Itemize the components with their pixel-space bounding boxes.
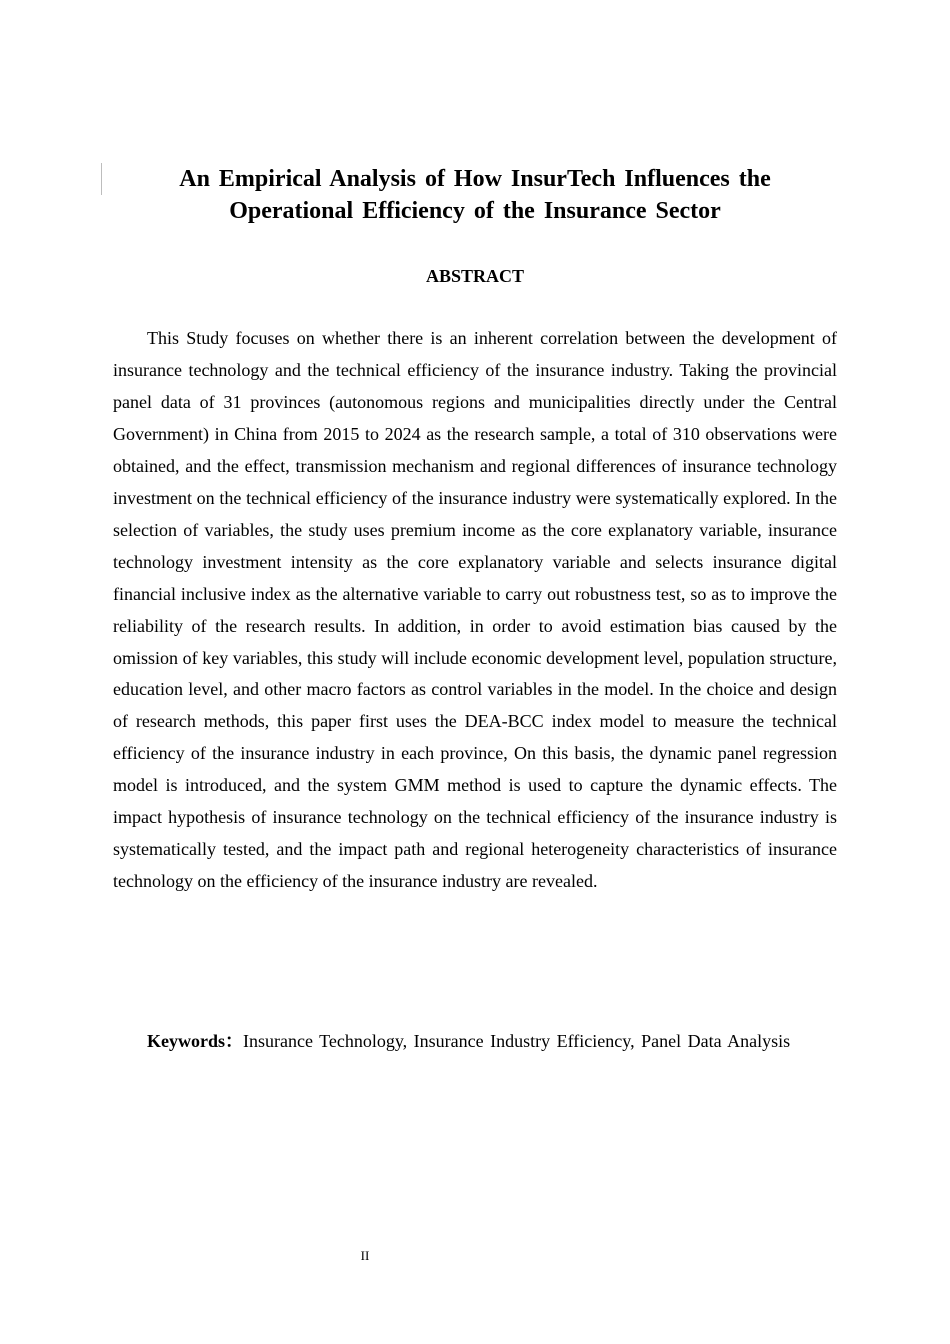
keywords-paragraph — [113, 1026, 793, 1057]
margin-guide-line — [101, 163, 102, 195]
title-line-1: An Empirical Analysis of How InsurTech Influences the — [179, 166, 771, 192]
keywords-text: Insurance Technology, Insurance Industry Efficiency, Panel Data Analysis — [243, 1031, 791, 1051]
title-line-2: Operational Efficiency of the Insurance Sector — [229, 198, 721, 224]
abstract-heading: ABSTRACT — [425, 266, 525, 286]
keywords-label: Keywords： — [147, 1031, 243, 1051]
paper-title — [130, 163, 820, 227]
page-number: II — [360, 1248, 370, 1263]
abstract-paragraph: This Study focuses on whether there is an inherent correlation between the development of insurance technology and the technical efficiency of the insurance industry. Taking the provincial panel data of 31 provinces (autonomous regions and municipalities directly under the Central Government) in China from 2015 to 2024 as the research sample, a total of 310 observations were obtained, and the effect, transmission mechanism and regional differences of insurance technology investment on the technical efficiency of the insurance industry were systematically explored. In the selection of variables, the study uses premium income as the core explanatory variable, insurance technology investment intensity as the core explanatory variable and selects insurance digital financial inclusive index as the alternative variable to carry out robustness test, so as to improve the reliability of the research results. In addition, in order to avoid estimation bias caused by the omission of key variables, this study will include economic development level, population structure, education level, and other macro factors as control variables in the model. In the choice and design of research methods, this paper first uses the DEA-BCC index model to measure the technical efficiency of the insurance industry in each province, On this basis, the dynamic panel regression model is introduced, and the system GMM method is used to capture the dynamic effects. The impact hypothesis of insurance technology on the technical efficiency of the insurance industry is systematically tested, and the impact path and regional heterogeneity characteristics of insurance technology on the efficiency of the insurance industry are revealed. — [113, 328, 837, 892]
